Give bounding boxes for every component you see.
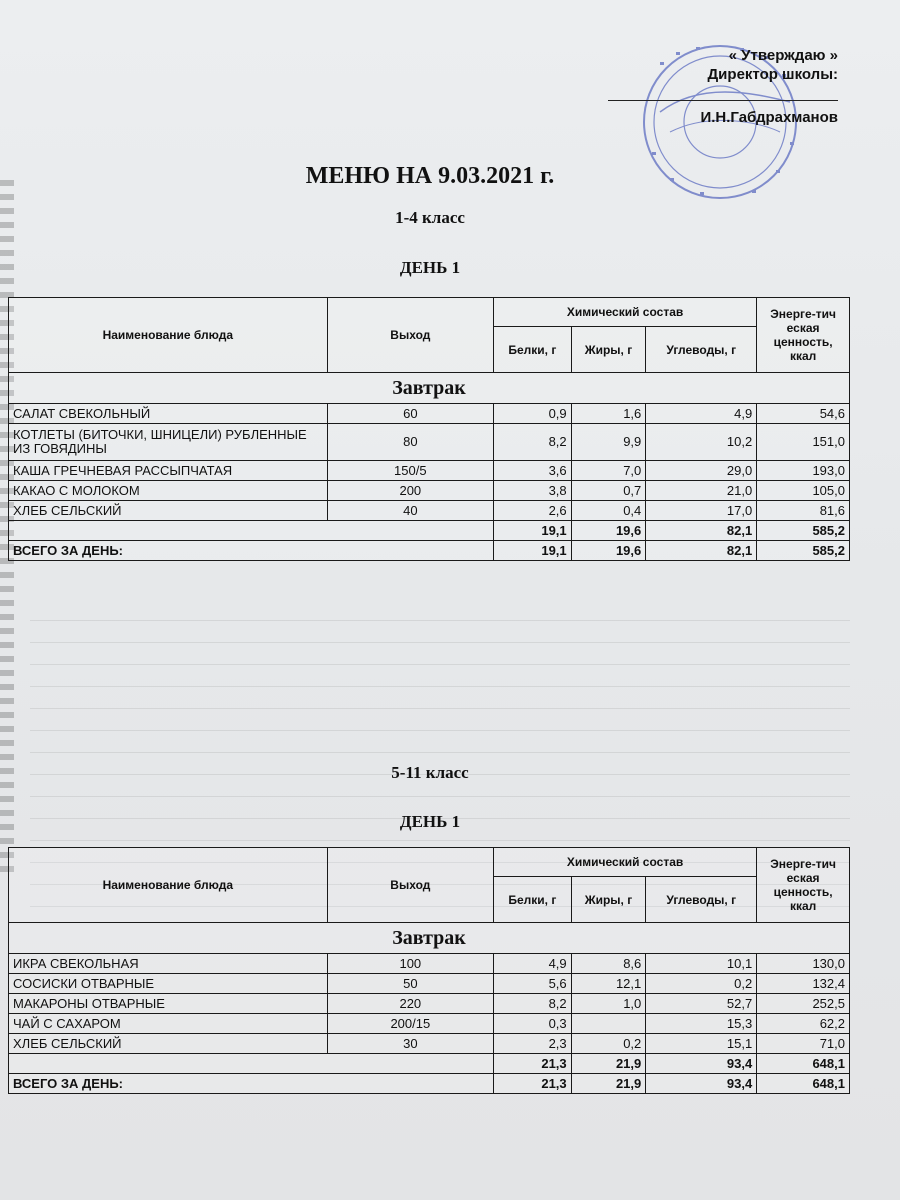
dish-energy: 252,5	[757, 994, 850, 1014]
header-name: Наименование блюда	[9, 298, 328, 373]
dish-carbs: 15,3	[646, 1014, 757, 1034]
dish-fat: 12,1	[571, 974, 646, 994]
header-carbs: Углеводы, г	[646, 327, 757, 373]
dish-protein: 8,2	[494, 424, 572, 461]
subtotal-carbs: 93,4	[646, 1054, 757, 1074]
dish-protein: 0,9	[494, 404, 572, 424]
header-energy: Энерге-тич еская ценность, ккал	[757, 298, 850, 373]
dish-fat: 9,9	[571, 424, 646, 461]
dish-energy: 71,0	[757, 1034, 850, 1054]
dish-name: СОСИСКИ ОТВАРНЫЕ	[9, 974, 328, 994]
table-row	[9, 994, 850, 1014]
dish-carbs: 4,9	[646, 404, 757, 424]
header-energy: Энерге-тич еская ценность, ккал	[757, 848, 850, 923]
dish-name: ХЛЕБ СЕЛЬСКИЙ	[9, 1034, 328, 1054]
day-label-1: ДЕНЬ 1	[399, 258, 461, 277]
dish-fat	[571, 1014, 646, 1034]
approve-label: « Утверждаю »	[728, 47, 838, 64]
table-row	[9, 954, 850, 974]
subtotal-carbs: 82,1	[646, 521, 757, 541]
table-row	[9, 481, 850, 501]
table-row	[9, 1034, 850, 1054]
director-position: Директор школы:	[707, 66, 838, 83]
table-row	[9, 424, 850, 461]
subtotal-row	[9, 1054, 850, 1074]
total-carbs: 93,4	[646, 1074, 757, 1094]
dish-protein: 3,6	[494, 461, 572, 481]
day-label-2: ДЕНЬ 1	[399, 812, 461, 831]
director-name: И.Н.Габдрахманов	[700, 109, 838, 126]
dish-protein: 2,3	[494, 1034, 572, 1054]
signature-line	[608, 90, 838, 101]
class-label-1: 1-4 класс	[395, 208, 465, 227]
menu-table-1-4	[8, 297, 850, 561]
dish-name: ИКРА СВЕКОЛЬНАЯ	[9, 954, 328, 974]
dish-energy: 62,2	[757, 1014, 850, 1034]
class-label-2: 5-11 класс	[391, 763, 469, 782]
header-output: Выход	[327, 298, 493, 373]
total-label: ВСЕГО ЗА ДЕНЬ:	[9, 541, 494, 561]
subtotal-energy: 648,1	[757, 1054, 850, 1074]
dish-name: САЛАТ СВЕКОЛЬНЫЙ	[9, 404, 328, 424]
dish-energy: 105,0	[757, 481, 850, 501]
dish-energy: 193,0	[757, 461, 850, 481]
dish-energy: 132,4	[757, 974, 850, 994]
meal-row	[9, 923, 850, 954]
dish-name: КОТЛЕТЫ (БИТОЧКИ, ШНИЦЕЛИ) РУБЛЕННЫЕ ИЗ ГОВЯДИНЫ	[9, 424, 328, 461]
total-fat: 21,9	[571, 1074, 646, 1094]
dish-energy: 81,6	[757, 501, 850, 521]
dish-fat: 0,7	[571, 481, 646, 501]
menu-table-5-11	[8, 847, 850, 1094]
dish-carbs: 52,7	[646, 994, 757, 1014]
dish-protein: 3,8	[494, 481, 572, 501]
dish-output: 30	[327, 1034, 493, 1054]
subtotal-blank	[9, 521, 494, 541]
total-row	[9, 1074, 850, 1094]
dish-output: 100	[327, 954, 493, 974]
dish-output: 60	[327, 404, 493, 424]
dish-output: 200	[327, 481, 493, 501]
total-carbs: 82,1	[646, 541, 757, 561]
total-fat: 19,6	[571, 541, 646, 561]
dish-energy: 54,6	[757, 404, 850, 424]
dish-protein: 4,9	[494, 954, 572, 974]
header-carbs: Углеводы, г	[646, 877, 757, 923]
dish-carbs: 0,2	[646, 974, 757, 994]
subtotal-blank	[9, 1054, 494, 1074]
dish-name: КАКАО С МОЛОКОМ	[9, 481, 328, 501]
total-protein: 19,1	[494, 541, 572, 561]
dish-carbs: 21,0	[646, 481, 757, 501]
header-name: Наименование блюда	[9, 848, 328, 923]
subtotal-row	[9, 521, 850, 541]
header-chem: Химический состав	[494, 298, 757, 327]
header-fat: Жиры, г	[571, 877, 646, 923]
meal-label: Завтрак	[9, 923, 850, 954]
subtotal-fat: 19,6	[571, 521, 646, 541]
table-row	[9, 974, 850, 994]
dish-energy: 151,0	[757, 424, 850, 461]
subtotal-energy: 585,2	[757, 521, 850, 541]
dish-fat: 7,0	[571, 461, 646, 481]
header-protein: Белки, г	[494, 327, 572, 373]
dish-output: 80	[327, 424, 493, 461]
total-protein: 21,3	[494, 1074, 572, 1094]
dish-name: МАКАРОНЫ ОТВАРНЫЕ	[9, 994, 328, 1014]
dish-carbs: 10,1	[646, 954, 757, 974]
table-row	[9, 461, 850, 481]
total-energy: 648,1	[757, 1074, 850, 1094]
approval-block	[608, 46, 838, 127]
table-header-row	[9, 848, 850, 877]
dish-carbs: 17,0	[646, 501, 757, 521]
header-output: Выход	[327, 848, 493, 923]
dish-output: 220	[327, 994, 493, 1014]
subtotal-fat: 21,9	[571, 1054, 646, 1074]
dish-fat: 1,0	[571, 994, 646, 1014]
header-protein: Белки, г	[494, 877, 572, 923]
dish-fat: 0,4	[571, 501, 646, 521]
total-row	[9, 541, 850, 561]
subtotal-protein: 21,3	[494, 1054, 572, 1074]
meal-row	[9, 373, 850, 404]
dish-protein: 0,3	[494, 1014, 572, 1034]
dish-output: 150/5	[327, 461, 493, 481]
total-energy: 585,2	[757, 541, 850, 561]
dish-output: 40	[327, 501, 493, 521]
dish-carbs: 15,1	[646, 1034, 757, 1054]
header-chem: Химический состав	[494, 848, 757, 877]
subtotal-protein: 19,1	[494, 521, 572, 541]
dish-protein: 8,2	[494, 994, 572, 1014]
table-row	[9, 404, 850, 424]
header-fat: Жиры, г	[571, 327, 646, 373]
table-header-row	[9, 298, 850, 327]
dish-energy: 130,0	[757, 954, 850, 974]
dish-carbs: 29,0	[646, 461, 757, 481]
table-row	[9, 501, 850, 521]
page-title: МЕНЮ НА 9.03.2021 г.	[305, 163, 555, 189]
table-row	[9, 1014, 850, 1034]
dish-carbs: 10,2	[646, 424, 757, 461]
dish-protein: 2,6	[494, 501, 572, 521]
dish-name: КАША ГРЕЧНЕВАЯ РАССЫПЧАТАЯ	[9, 461, 328, 481]
dish-fat: 8,6	[571, 954, 646, 974]
dish-output: 50	[327, 974, 493, 994]
dish-name: ЧАЙ С САХАРОМ	[9, 1014, 328, 1034]
dish-fat: 1,6	[571, 404, 646, 424]
dish-protein: 5,6	[494, 974, 572, 994]
dish-name: ХЛЕБ СЕЛЬСКИЙ	[9, 501, 328, 521]
dish-fat: 0,2	[571, 1034, 646, 1054]
dish-output: 200/15	[327, 1014, 493, 1034]
meal-label: Завтрак	[9, 373, 850, 404]
total-label: ВСЕГО ЗА ДЕНЬ:	[9, 1074, 494, 1094]
